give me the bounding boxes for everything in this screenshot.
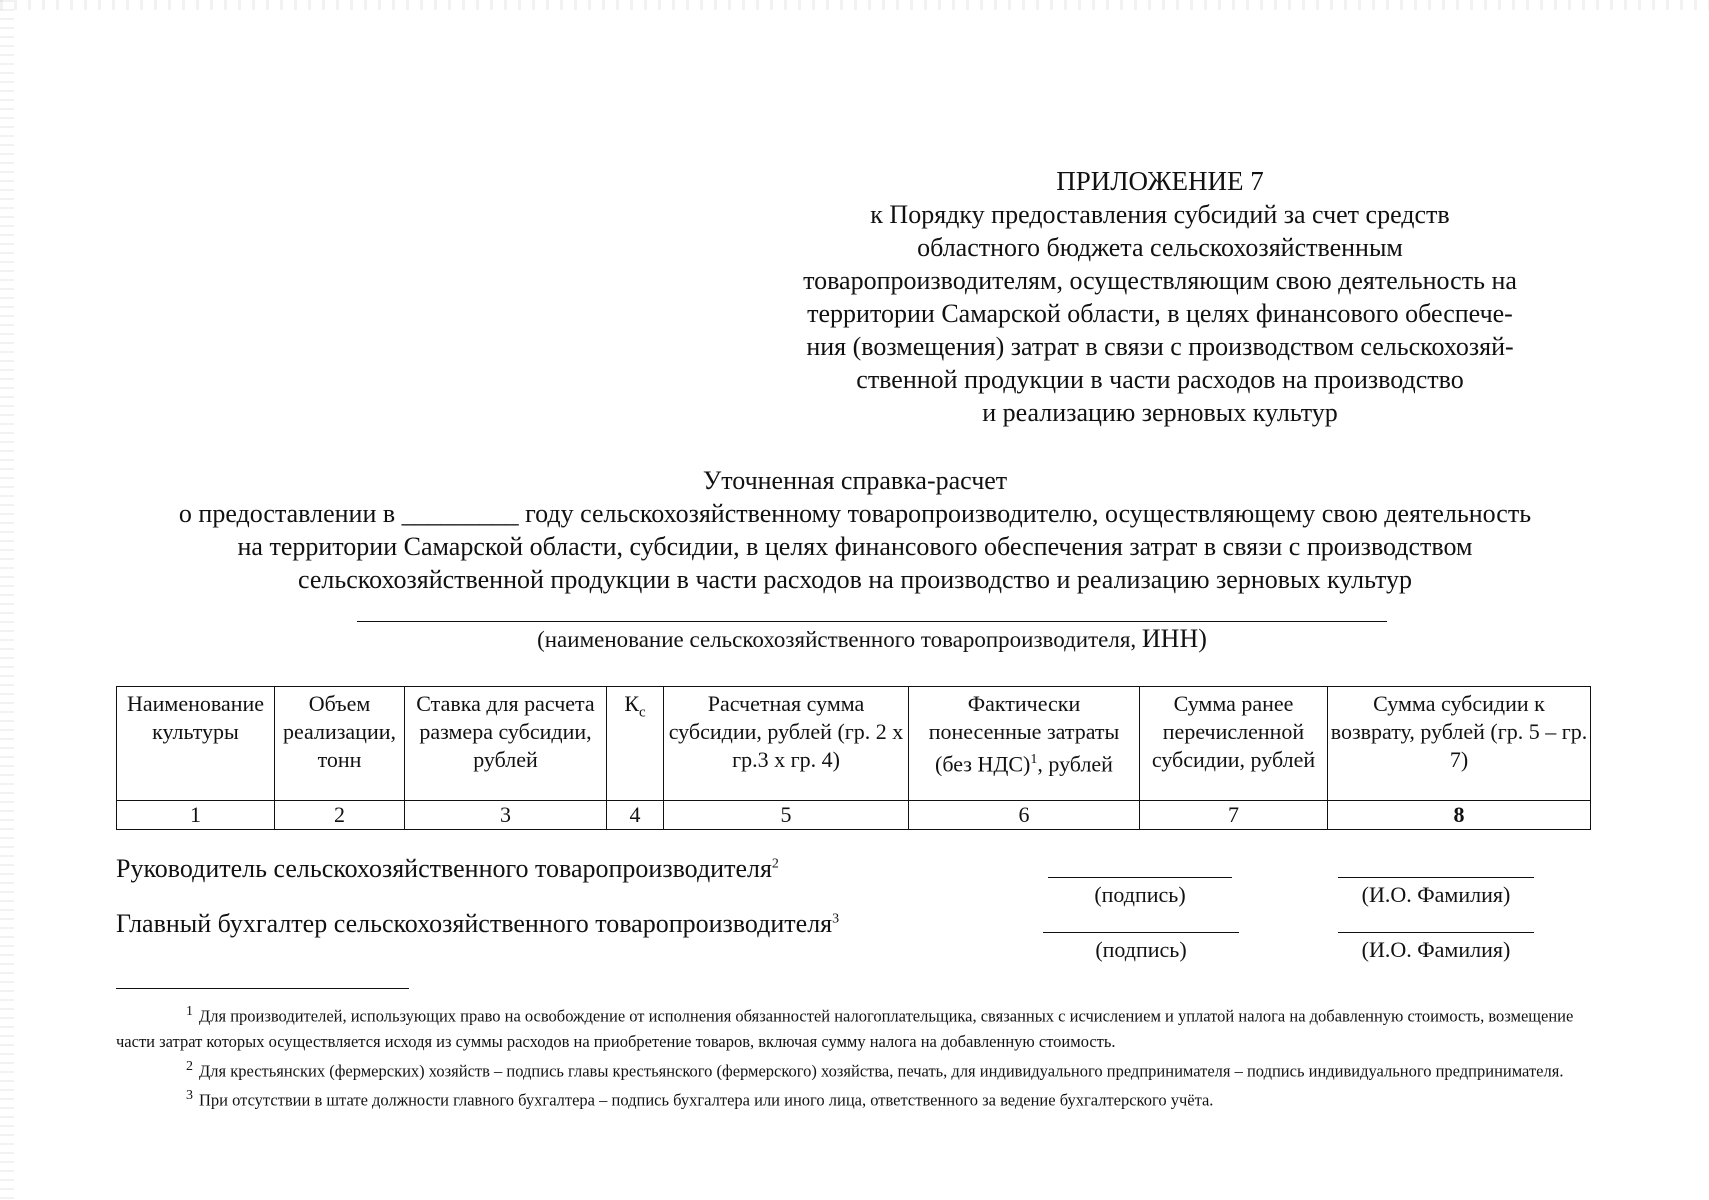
column-number: 4 <box>607 801 664 830</box>
appendix-line: к Порядку предоставления субсидий за счет средств <box>870 200 1450 229</box>
document-heading <box>100 464 1610 596</box>
column-number: 6 <box>909 801 1140 830</box>
appendix-block <box>760 165 1560 429</box>
col-header-calculated-sum: Расчетная сумма субсидии, рублей (гр. 2 х гр.3 х гр. 4) <box>664 687 909 801</box>
head-signature-label: Руководитель сельскохозяйственного товаропроизводителя$^2$ <box>116 854 779 883</box>
accountant-signature-label: Главный бухгалтер сельскохозяйственного товаропроизводителя$^3$ <box>116 909 840 938</box>
footnote-ref-3: 3 <box>832 911 840 927</box>
col-header-actual-costs: Фактически понесенные затраты (без НДС)$^1$, рублей <box>909 687 1140 801</box>
heading-line: о предоставлении в _________ году сельскохозяйственному товаропроизводителю, осуществляющему свою деятельность <box>178 499 1532 528</box>
col-header-volume: Объем реализации, тонн <box>275 687 405 801</box>
appendix-line: ния (возмещения) затрат в связи с производством сельскохозяй- <box>806 332 1514 361</box>
heading-line: сельскохозяйственной продукции в части расходов на производство и реализацию зерновых культур <box>298 565 1412 594</box>
name-caption: (И.О. Фамилия) <box>1361 937 1511 962</box>
footnote-item: $^1$ Для производителей, использующих право на освобождение от исполнения обязанностей налогоплательщика, связанных с исчислением и уплатой налога на добавленную стоимость, возмещение части затрат которых осуществляется исходя из суммы расходов на приобретение товаров, включая сумму налога на добавленную стоимость. <box>116 1004 1574 1051</box>
name-caption: (И.О. Фамилия) <box>1361 882 1511 907</box>
signature-caption: (подпись) <box>1094 882 1186 907</box>
col-header-paid-subsidy: Сумма ранее перечисленной субсидии, рублей <box>1140 687 1328 801</box>
column-number: 1 <box>117 801 275 830</box>
column-number: 8 <box>1328 801 1591 830</box>
accountant-name-line <box>1338 932 1534 933</box>
column-number: 2 <box>275 801 405 830</box>
footnote-separator <box>116 988 409 989</box>
appendix-line: областного бюджета сельскохозяйственным <box>917 233 1403 262</box>
column-number: 3 <box>405 801 607 830</box>
signature-caption: (подпись) <box>1095 937 1187 962</box>
org-name-blank-line <box>357 621 1387 622</box>
org-name-caption: (наименование сельскохозяйственного товаропроизводителя, ИНН) <box>537 624 1207 653</box>
col-header-kc: $К_с$ <box>607 687 664 801</box>
appendix-line: и реализацию зерновых культур <box>982 398 1338 427</box>
heading-line: на территории Самарской области, субсидии, в целях финансового обеспечения затрат в связи с производством <box>237 532 1473 561</box>
appendix-line: товаропроизводителям, осуществляющим свою деятельность на <box>803 266 1517 295</box>
col-header-refund-sum: Сумма субсидии к возврату, рублей (гр. 5 – гр. 7) <box>1328 687 1591 801</box>
table-row <box>117 801 1591 830</box>
footnote-ref-2: 2 <box>771 856 779 872</box>
appendix-line: ственной продукции в части расходов на производство <box>856 365 1464 394</box>
col-header-rate: Ставка для расчета размера субсидии, рублей <box>405 687 607 801</box>
col-header-crop: Наименование культуры <box>117 687 275 801</box>
heading-title: Уточненная справка-расчет <box>702 466 1008 495</box>
table-header-row <box>117 687 1591 801</box>
footnote-item: $^2$ Для крестьянских (фермерских) хозяйств – подпись главы крестьянского (фермерского) хозяйства, печать, для индивидуального предпринимателя – подпись индивидуального предпринимателя. <box>186 1058 1564 1080</box>
footnote-ref-1: 1 <box>1030 752 1038 767</box>
inn-label: ИНН) <box>1141 624 1207 653</box>
footnote-item: $^3$ При отсутствии в штате должности главного бухгалтера – подпись бухгалтера или иного лица, ответственного за ведение бухгалтерского учёта. <box>186 1088 1214 1110</box>
calculation-table <box>116 686 1591 830</box>
column-number: 5 <box>664 801 909 830</box>
scan-top-noise <box>0 0 1709 10</box>
scan-edge-noise <box>0 0 14 1200</box>
head-name-line <box>1338 877 1534 878</box>
appendix-line: территории Самарской области, в целях финансового обеспече- <box>807 299 1513 328</box>
head-signature-line <box>1048 877 1232 878</box>
footnotes <box>116 999 1604 1113</box>
accountant-signature-line <box>1043 932 1239 933</box>
column-number: 7 <box>1140 801 1328 830</box>
appendix-title: ПРИЛОЖЕНИЕ 7 <box>1056 166 1264 196</box>
